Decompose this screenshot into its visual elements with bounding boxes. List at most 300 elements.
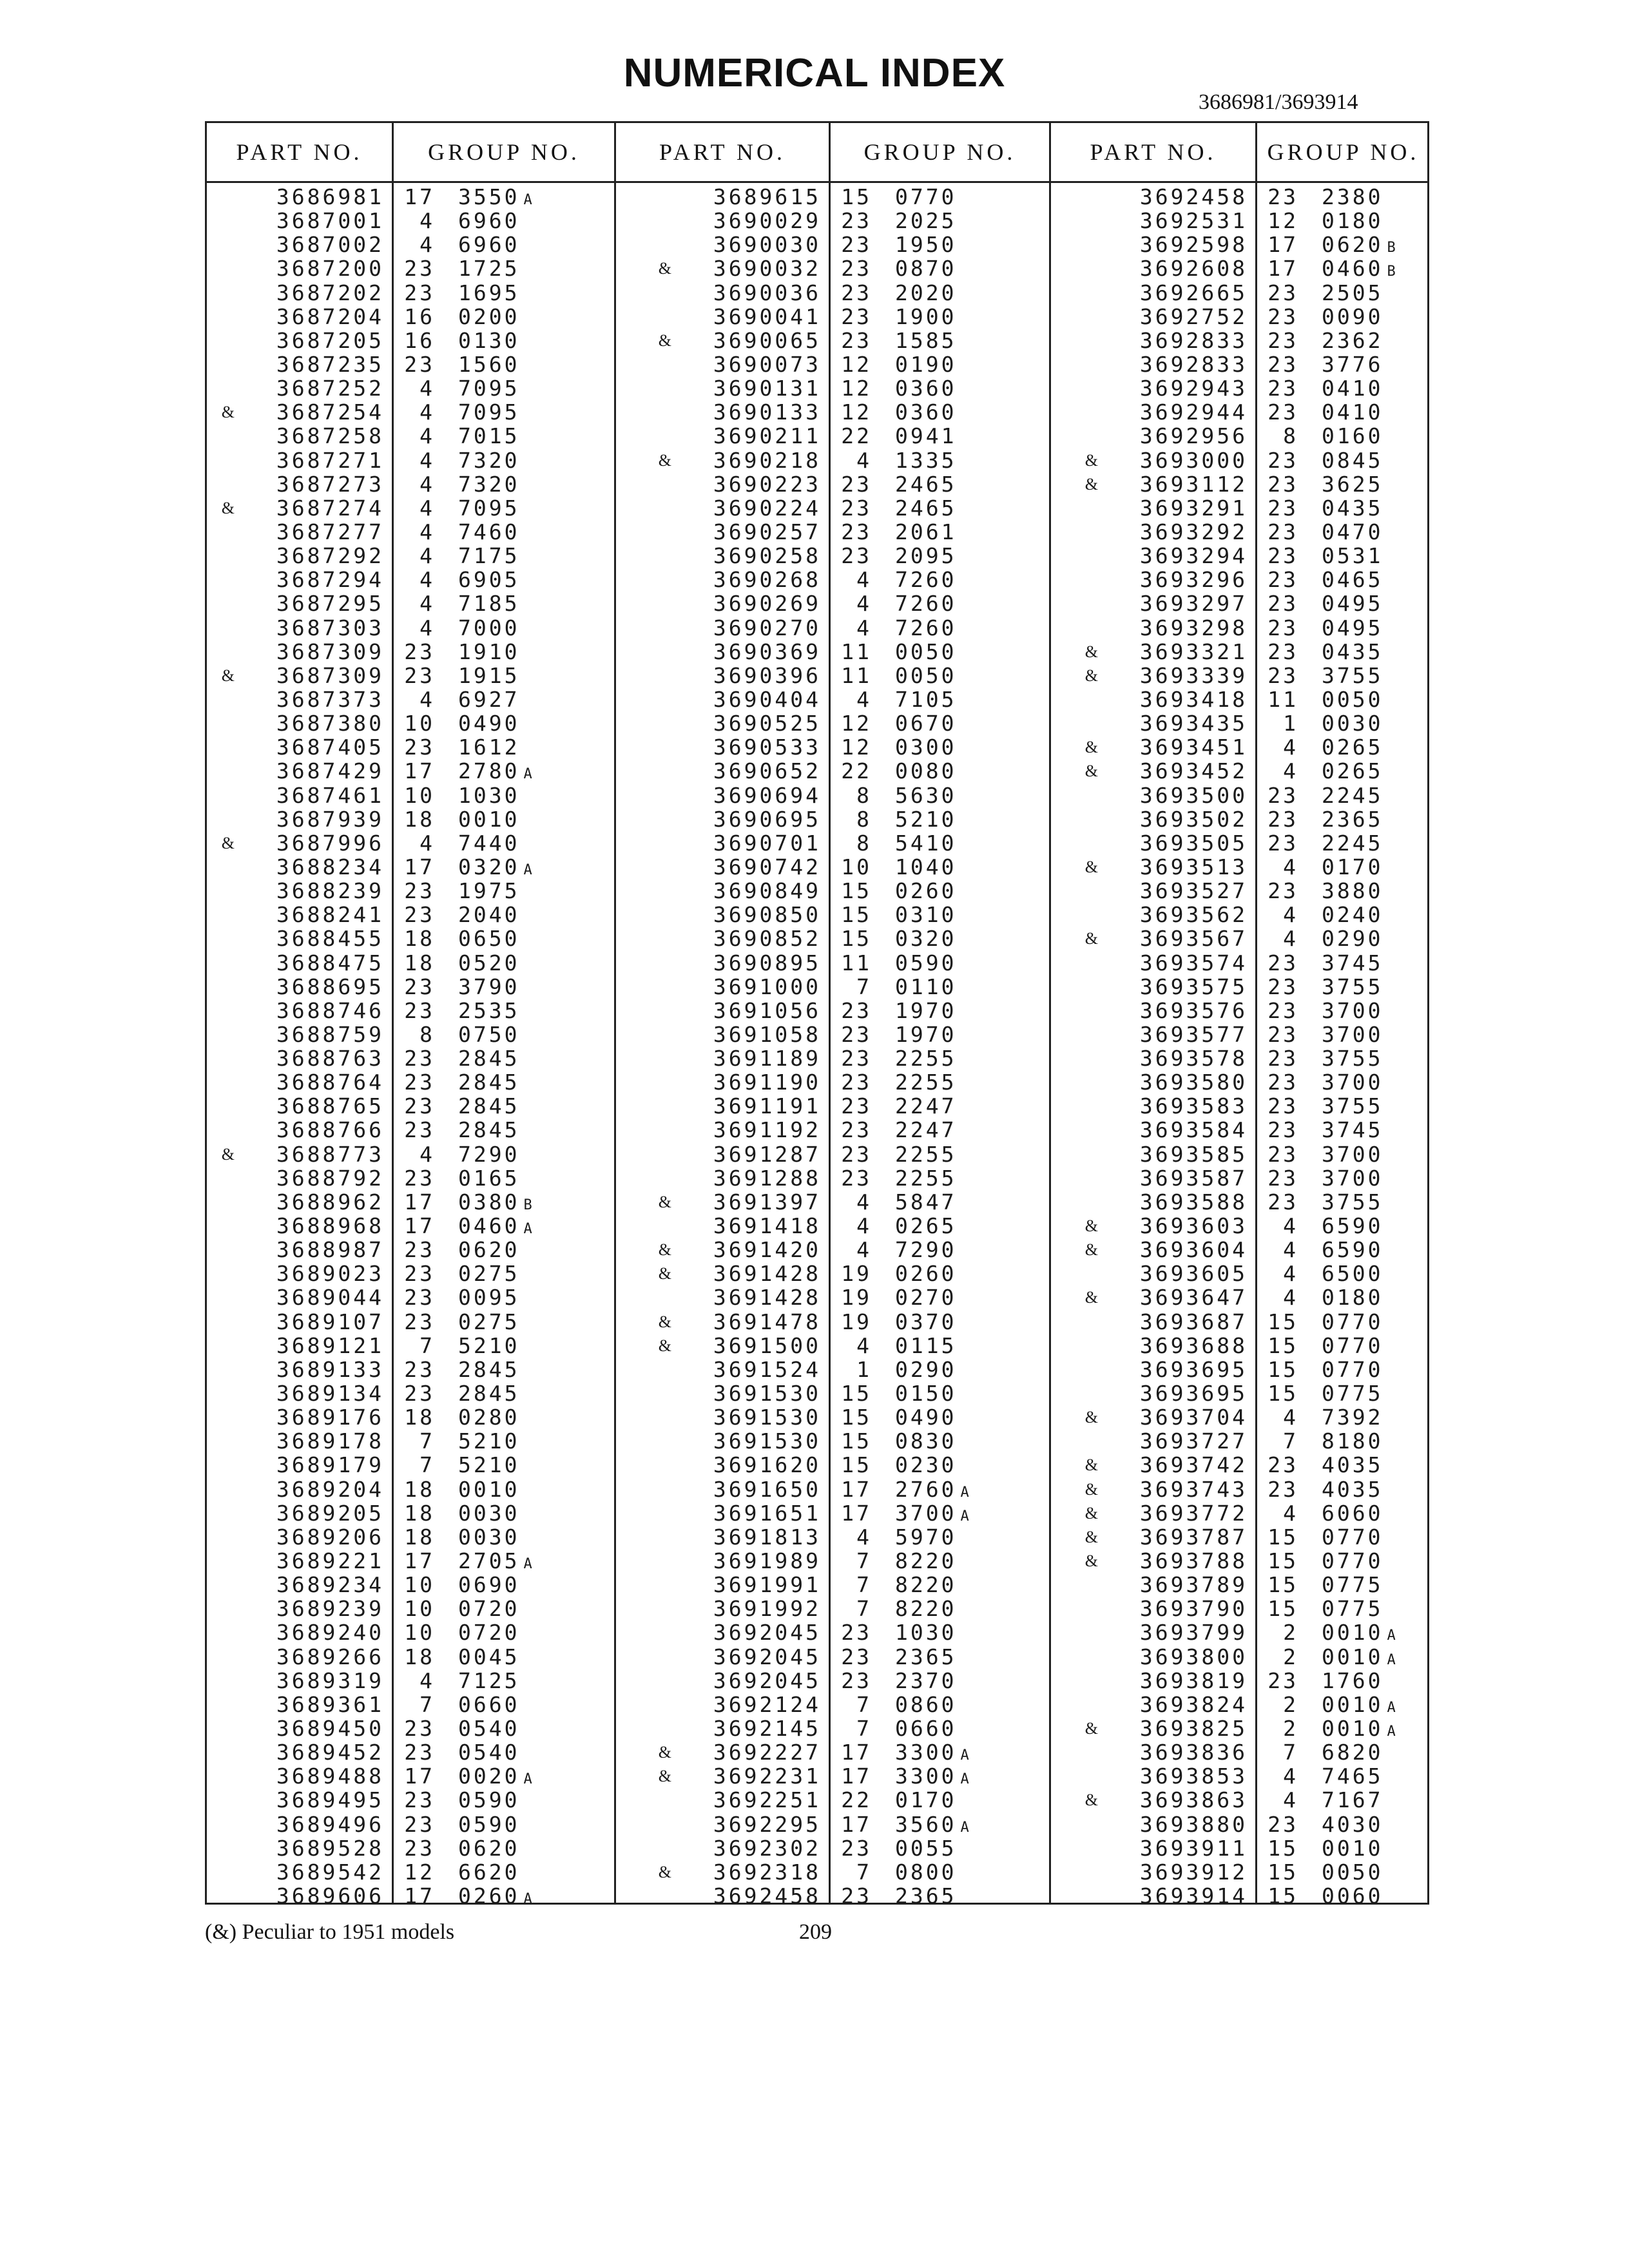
group-row bbox=[394, 903, 614, 927]
group-minor: 5210 bbox=[458, 1452, 520, 1478]
part-row bbox=[207, 1070, 384, 1094]
part-number: 3692608 bbox=[1139, 256, 1248, 282]
part-row bbox=[616, 329, 821, 352]
group-major: 7 bbox=[856, 974, 872, 999]
group-row bbox=[394, 664, 614, 687]
part-number: 3691530 bbox=[713, 1381, 821, 1407]
part-row bbox=[207, 256, 384, 280]
group-minor: 3755 bbox=[1322, 1189, 1383, 1215]
part-row bbox=[207, 831, 384, 855]
group-minor: 0260 bbox=[895, 1261, 957, 1287]
group-minor: 7095 bbox=[458, 495, 520, 521]
group-row bbox=[1257, 1764, 1429, 1788]
group-major: 23 bbox=[1268, 376, 1298, 401]
group-major: 1 bbox=[856, 1356, 872, 1382]
part-number: 3691056 bbox=[713, 997, 821, 1023]
group-row bbox=[394, 1142, 614, 1166]
peculiar-mark: & bbox=[1084, 857, 1098, 876]
part-row bbox=[207, 185, 384, 209]
group-minor: 0240 bbox=[1322, 902, 1383, 928]
group-minor: 0435 bbox=[1322, 639, 1383, 664]
group-major: 19 bbox=[841, 1309, 872, 1334]
group-major: 18 bbox=[404, 1524, 435, 1550]
group-row bbox=[1257, 1884, 1429, 1908]
group-row bbox=[831, 1597, 1049, 1620]
group-minor: 0490 bbox=[895, 1405, 957, 1430]
group-minor: 7260 bbox=[895, 591, 957, 617]
part-row bbox=[1051, 1477, 1248, 1501]
group-minor: 0360 bbox=[895, 399, 957, 425]
group-row bbox=[394, 831, 614, 855]
part-row bbox=[207, 1358, 384, 1381]
group-minor: 0310 bbox=[895, 902, 957, 928]
part-number: 3692227 bbox=[713, 1740, 821, 1765]
group-major: 4 bbox=[856, 567, 872, 593]
group-minor: 1030 bbox=[895, 1620, 957, 1646]
group-suffix: A bbox=[523, 766, 532, 783]
part-number: 3692752 bbox=[1139, 303, 1248, 329]
group-major: 23 bbox=[841, 1046, 872, 1072]
part-number: 3693604 bbox=[1139, 1237, 1248, 1263]
group-row bbox=[394, 1334, 614, 1358]
group-column bbox=[1257, 185, 1429, 1908]
group-minor: 1975 bbox=[458, 878, 520, 904]
group-major: 23 bbox=[1268, 519, 1298, 544]
group-row bbox=[394, 185, 614, 209]
header-group-no: GROUP NO. bbox=[428, 139, 580, 165]
group-major: 2 bbox=[1283, 1620, 1298, 1646]
part-row bbox=[1051, 640, 1248, 664]
part-row bbox=[616, 855, 821, 879]
group-row bbox=[1257, 329, 1429, 352]
part-number: 3692956 bbox=[1139, 423, 1248, 449]
group-suffix: A bbox=[523, 1556, 532, 1573]
part-row bbox=[1051, 233, 1248, 256]
group-row bbox=[1257, 1669, 1429, 1693]
group-minor: 3300 bbox=[895, 1740, 957, 1765]
part-row bbox=[207, 1166, 384, 1190]
part-row bbox=[1051, 879, 1248, 903]
part-number: 3689542 bbox=[276, 1859, 384, 1885]
part-number: 3690369 bbox=[713, 639, 821, 664]
group-minor: 3745 bbox=[1322, 950, 1383, 975]
group-row bbox=[1257, 1716, 1429, 1740]
group-row bbox=[1257, 591, 1429, 615]
part-number: 3690030 bbox=[713, 232, 821, 258]
part-row bbox=[616, 281, 821, 305]
group-row bbox=[1257, 1597, 1429, 1620]
header-divider bbox=[207, 181, 1427, 183]
part-row bbox=[207, 1620, 384, 1644]
group-major: 4 bbox=[1283, 1405, 1298, 1430]
group-row bbox=[1257, 759, 1429, 783]
group-major: 10 bbox=[404, 1572, 435, 1598]
part-row bbox=[207, 1645, 384, 1669]
part-number: 3687294 bbox=[276, 567, 384, 593]
group-major: 10 bbox=[404, 1596, 435, 1622]
part-number: 3689206 bbox=[276, 1524, 384, 1550]
part-number: 3691191 bbox=[713, 1093, 821, 1119]
part-row bbox=[1051, 1501, 1248, 1525]
group-row bbox=[831, 759, 1049, 783]
part-number: 3690701 bbox=[713, 830, 821, 856]
group-major: 23 bbox=[1268, 782, 1298, 808]
part-number: 3687461 bbox=[276, 782, 384, 808]
group-major: 17 bbox=[404, 1883, 435, 1908]
part-row bbox=[616, 568, 821, 591]
group-minor: 0260 bbox=[458, 1883, 520, 1908]
group-row bbox=[1257, 807, 1429, 831]
part-number: 3691991 bbox=[713, 1572, 821, 1598]
group-major: 18 bbox=[404, 926, 435, 952]
group-row bbox=[1257, 1740, 1429, 1764]
part-row bbox=[207, 1285, 384, 1309]
part-row bbox=[1051, 999, 1248, 1023]
group-major: 7 bbox=[856, 1691, 872, 1717]
page-number: 209 bbox=[799, 1920, 832, 1944]
header-group-no: GROUP NO. bbox=[1267, 139, 1420, 165]
part-row bbox=[616, 209, 821, 233]
part-number: 3690396 bbox=[713, 662, 821, 688]
group-row bbox=[1257, 1477, 1429, 1501]
group-minor: 0115 bbox=[895, 1332, 957, 1358]
part-row bbox=[616, 999, 821, 1023]
group-minor: 0180 bbox=[1322, 208, 1383, 234]
footnote: (&) Peculiar to 1951 models bbox=[205, 1920, 455, 1944]
part-number: 3693112 bbox=[1139, 471, 1248, 497]
part-row bbox=[207, 352, 384, 376]
part-number: 3691500 bbox=[713, 1332, 821, 1358]
part-row bbox=[616, 1453, 821, 1477]
group-minor: 0020 bbox=[458, 1763, 520, 1789]
part-number: 3689266 bbox=[276, 1644, 384, 1669]
group-row bbox=[1257, 544, 1429, 568]
group-minor: 1970 bbox=[895, 1021, 957, 1047]
part-row bbox=[207, 1860, 384, 1884]
group-suffix: B bbox=[1387, 264, 1396, 280]
part-number: 3693704 bbox=[1139, 1405, 1248, 1430]
part-number: 3691418 bbox=[713, 1213, 821, 1239]
group-major: 2 bbox=[1283, 1644, 1298, 1669]
part-number: 3692944 bbox=[1139, 399, 1248, 425]
group-major: 17 bbox=[404, 758, 435, 784]
group-major: 4 bbox=[1283, 1237, 1298, 1263]
group-row bbox=[831, 209, 1049, 233]
part-row bbox=[207, 1477, 384, 1501]
group-major: 12 bbox=[841, 351, 872, 377]
group-row bbox=[394, 879, 614, 903]
part-number: 3693500 bbox=[1139, 782, 1248, 808]
part-number: 3693562 bbox=[1139, 902, 1248, 928]
part-row bbox=[1051, 1118, 1248, 1142]
group-row bbox=[831, 568, 1049, 591]
group-row bbox=[394, 1453, 614, 1477]
part-number: 3693788 bbox=[1139, 1548, 1248, 1574]
peculiar-mark: & bbox=[1084, 1456, 1098, 1475]
part-number: 3691192 bbox=[713, 1117, 821, 1143]
group-major: 17 bbox=[404, 1213, 435, 1239]
group-minor: 0370 bbox=[895, 1309, 957, 1334]
group-major: 23 bbox=[404, 1285, 435, 1311]
group-minor: 0590 bbox=[458, 1811, 520, 1837]
part-row bbox=[1051, 591, 1248, 615]
group-major: 15 bbox=[841, 1405, 872, 1430]
part-number: 3688759 bbox=[276, 1021, 384, 1047]
group-row bbox=[831, 472, 1049, 496]
group-major: 23 bbox=[404, 1093, 435, 1119]
part-row bbox=[616, 1764, 821, 1788]
group-minor: 5210 bbox=[458, 1332, 520, 1358]
group-row bbox=[394, 1381, 614, 1405]
peculiar-mark: & bbox=[1084, 1216, 1098, 1236]
part-row bbox=[1051, 1788, 1248, 1812]
group-row bbox=[831, 951, 1049, 975]
group-minor: 0300 bbox=[895, 735, 957, 760]
group-row bbox=[831, 975, 1049, 999]
part-row bbox=[616, 1860, 821, 1884]
group-row bbox=[1257, 281, 1429, 305]
peculiar-mark: & bbox=[658, 1862, 671, 1881]
part-number: 3692665 bbox=[1139, 280, 1248, 305]
part-number: 3693291 bbox=[1139, 495, 1248, 521]
part-row bbox=[616, 1477, 821, 1501]
part-number: 3693880 bbox=[1139, 1811, 1248, 1837]
group-minor: 7125 bbox=[458, 1667, 520, 1693]
group-column bbox=[831, 185, 1049, 1908]
group-row bbox=[394, 1860, 614, 1884]
group-suffix: A bbox=[523, 1771, 532, 1788]
part-row bbox=[1051, 496, 1248, 520]
part-number: 3689178 bbox=[276, 1428, 384, 1454]
group-major: 23 bbox=[1268, 806, 1298, 832]
part-row bbox=[616, 1740, 821, 1764]
part-row bbox=[207, 1669, 384, 1693]
group-row bbox=[831, 1525, 1049, 1549]
group-major: 18 bbox=[404, 950, 435, 975]
group-row bbox=[1257, 640, 1429, 664]
group-minor: 0435 bbox=[1322, 495, 1383, 521]
group-major: 15 bbox=[841, 902, 872, 928]
group-row bbox=[831, 879, 1049, 903]
group-row bbox=[1257, 1214, 1429, 1238]
part-row bbox=[207, 1118, 384, 1142]
group-row bbox=[394, 927, 614, 950]
part-row bbox=[616, 1669, 821, 1693]
group-minor: 1560 bbox=[458, 351, 520, 377]
group-row bbox=[831, 1285, 1049, 1309]
group-major: 8 bbox=[856, 806, 872, 832]
group-minor: 0650 bbox=[458, 926, 520, 952]
part-number: 3693578 bbox=[1139, 1046, 1248, 1072]
part-number: 3693567 bbox=[1139, 926, 1248, 952]
index-table bbox=[205, 121, 1429, 1908]
group-minor: 2245 bbox=[1322, 782, 1383, 808]
group-row bbox=[394, 1477, 614, 1501]
group-row bbox=[1257, 687, 1429, 711]
group-suffix: A bbox=[1387, 1699, 1396, 1716]
group-major: 4 bbox=[856, 447, 872, 473]
part-number: 3692045 bbox=[713, 1620, 821, 1646]
group-minor: 6927 bbox=[458, 686, 520, 712]
group-row bbox=[394, 233, 614, 256]
peculiar-mark: & bbox=[1084, 1288, 1098, 1307]
part-row bbox=[1051, 927, 1248, 950]
part-number: 3689496 bbox=[276, 1811, 384, 1837]
part-row bbox=[1051, 616, 1248, 640]
group-major: 23 bbox=[841, 327, 872, 353]
group-minor: 2380 bbox=[1322, 184, 1383, 209]
group-major: 12 bbox=[841, 376, 872, 401]
group-row bbox=[394, 975, 614, 999]
group-minor: 2255 bbox=[895, 1070, 957, 1095]
part-number: 3690404 bbox=[713, 686, 821, 712]
group-minor: 3776 bbox=[1322, 351, 1383, 377]
part-row bbox=[1051, 1166, 1248, 1190]
group-major: 23 bbox=[841, 280, 872, 305]
group-minor: 2365 bbox=[1322, 806, 1383, 832]
group-minor: 0095 bbox=[458, 1285, 520, 1311]
group-minor: 5630 bbox=[895, 782, 957, 808]
group-suffix: A bbox=[960, 1819, 969, 1836]
part-number: 3688792 bbox=[276, 1165, 384, 1191]
part-row bbox=[1051, 400, 1248, 424]
group-minor: 0490 bbox=[458, 711, 520, 736]
group-major: 23 bbox=[1268, 1046, 1298, 1072]
group-major: 23 bbox=[1268, 591, 1298, 617]
group-row bbox=[394, 1645, 614, 1669]
part-number: 3691650 bbox=[713, 1476, 821, 1502]
group-row bbox=[831, 1549, 1049, 1573]
part-number: 3693742 bbox=[1139, 1452, 1248, 1478]
part-number: 3689134 bbox=[276, 1381, 384, 1407]
part-row bbox=[207, 687, 384, 711]
group-major: 17 bbox=[841, 1500, 872, 1526]
part-number: 3693321 bbox=[1139, 639, 1248, 664]
group-major: 17 bbox=[841, 1740, 872, 1765]
group-major: 15 bbox=[1268, 1548, 1298, 1574]
group-row bbox=[831, 1262, 1049, 1285]
peculiar-mark: & bbox=[658, 1743, 671, 1762]
group-minor: 0170 bbox=[1322, 854, 1383, 879]
part-number: 3691058 bbox=[713, 1021, 821, 1047]
part-row bbox=[207, 759, 384, 783]
group-row bbox=[1257, 1405, 1429, 1429]
group-minor: 7095 bbox=[458, 376, 520, 401]
part-number: 3690131 bbox=[713, 376, 821, 401]
part-number: 3687380 bbox=[276, 711, 384, 736]
part-range: 3686981/3693914 bbox=[1199, 90, 1358, 114]
group-minor: 0495 bbox=[1322, 615, 1383, 640]
part-number: 3688962 bbox=[276, 1189, 384, 1215]
group-minor: 1760 bbox=[1322, 1667, 1383, 1693]
part-row bbox=[207, 305, 384, 329]
group-suffix: B bbox=[523, 1196, 532, 1213]
group-minor: 2365 bbox=[895, 1883, 957, 1908]
group-major: 8 bbox=[856, 830, 872, 856]
peculiar-mark: & bbox=[1084, 642, 1098, 661]
group-major: 22 bbox=[841, 1787, 872, 1813]
group-row bbox=[1257, 999, 1429, 1023]
part-row bbox=[207, 807, 384, 831]
group-minor: 0540 bbox=[458, 1740, 520, 1765]
group-major: 7 bbox=[856, 1596, 872, 1622]
part-number: 3693435 bbox=[1139, 711, 1248, 736]
group-major: 23 bbox=[404, 280, 435, 305]
part-number: 3691190 bbox=[713, 1070, 821, 1095]
group-minor: 7320 bbox=[458, 471, 520, 497]
part-number: 3691989 bbox=[713, 1548, 821, 1574]
part-number: 3689452 bbox=[276, 1740, 384, 1765]
part-number: 3689319 bbox=[276, 1667, 384, 1693]
group-major: 4 bbox=[419, 615, 435, 640]
part-number: 3691397 bbox=[713, 1189, 821, 1215]
part-row bbox=[616, 807, 821, 831]
group-major: 18 bbox=[404, 1500, 435, 1526]
part-number: 3692045 bbox=[713, 1644, 821, 1669]
group-row bbox=[1257, 256, 1429, 280]
part-number: 3691524 bbox=[713, 1356, 821, 1382]
part-row bbox=[616, 1285, 821, 1309]
part-number: 3689450 bbox=[276, 1716, 384, 1741]
group-major: 19 bbox=[841, 1285, 872, 1311]
group-minor: 2780 bbox=[458, 758, 520, 784]
group-row bbox=[394, 1525, 614, 1549]
part-number: 3692833 bbox=[1139, 351, 1248, 377]
part-row bbox=[616, 185, 821, 209]
part-row bbox=[1051, 1573, 1248, 1597]
part-row bbox=[616, 616, 821, 640]
group-minor: 6820 bbox=[1322, 1740, 1383, 1765]
group-minor: 0010 bbox=[1322, 1835, 1383, 1861]
group-minor: 0410 bbox=[1322, 399, 1383, 425]
group-row bbox=[394, 1669, 614, 1693]
group-row bbox=[831, 1190, 1049, 1214]
group-major: 2 bbox=[1283, 1691, 1298, 1717]
group-suffix: A bbox=[523, 1221, 532, 1238]
part-number: 3690223 bbox=[713, 471, 821, 497]
group-minor: 2465 bbox=[895, 471, 957, 497]
group-row bbox=[1257, 616, 1429, 640]
group-minor: 2095 bbox=[895, 543, 957, 569]
group-row bbox=[394, 1884, 614, 1908]
part-number: 3688763 bbox=[276, 1046, 384, 1072]
group-minor: 2505 bbox=[1322, 280, 1383, 305]
group-major: 7 bbox=[419, 1428, 435, 1454]
part-number: 3693296 bbox=[1139, 567, 1248, 593]
part-row bbox=[1051, 424, 1248, 448]
part-row bbox=[616, 831, 821, 855]
group-minor: 0050 bbox=[1322, 686, 1383, 712]
group-major: 17 bbox=[404, 1548, 435, 1574]
group-row bbox=[831, 1669, 1049, 1693]
part-row bbox=[207, 616, 384, 640]
group-row bbox=[831, 329, 1049, 352]
group-major: 23 bbox=[404, 639, 435, 664]
group-major: 15 bbox=[841, 1428, 872, 1454]
group-row bbox=[1257, 352, 1429, 376]
group-major: 8 bbox=[1283, 423, 1298, 449]
group-major: 23 bbox=[841, 232, 872, 258]
group-row bbox=[394, 1764, 614, 1788]
part-number: 3687939 bbox=[276, 806, 384, 832]
part-number: 3689495 bbox=[276, 1787, 384, 1813]
part-row bbox=[616, 1334, 821, 1358]
group-major: 8 bbox=[419, 1021, 435, 1047]
part-row bbox=[1051, 185, 1248, 209]
group-row bbox=[1257, 400, 1429, 424]
part-row bbox=[1051, 759, 1248, 783]
part-row bbox=[616, 1358, 821, 1381]
